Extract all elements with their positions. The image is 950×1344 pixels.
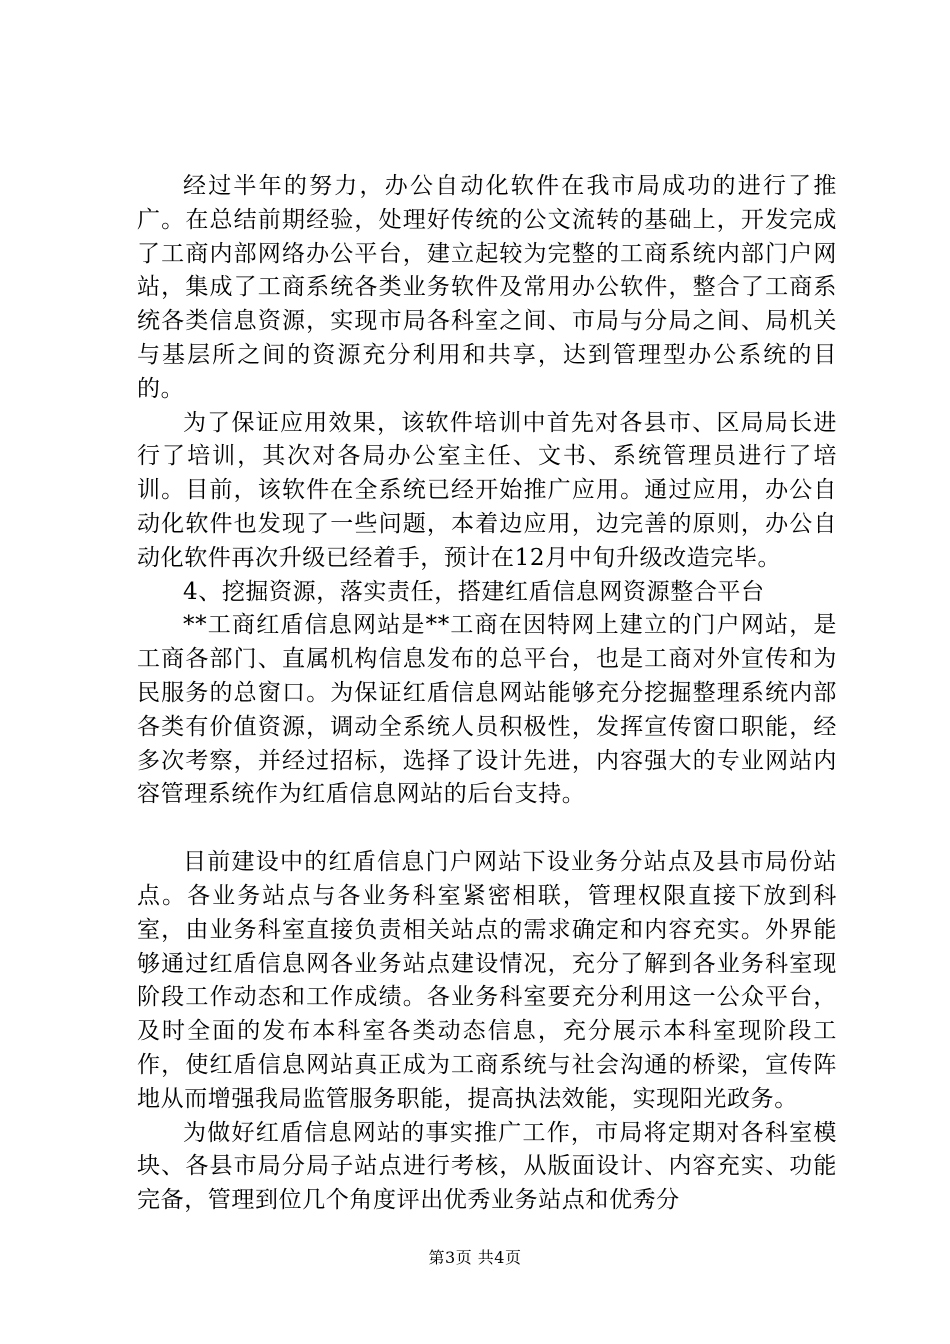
page-number-footer: 第3页 共4页 [428, 1248, 522, 1267]
paragraph-portal-substations: 目前建设中的红盾信息门户网站下设业务分站点及县市局份站点。各业务站点与各业务科室紧密相联，管理权限直接下放到科室，由业务科室直接负责相关站点的需求确定和内容充实。外界能够通过红盾信息网各业务站点建设情况，充分了解到各业务科室现阶段工作动态和工作成绩。各业务科室要充分利用这一公众平台，及时全面的发布本科室各类动态信息，充分展示本科室现阶段工作，使红盾信息网站真正成为工商系统与社会沟通的桥梁，宣传阵地从而增强我局监管服务职能，提高执法效能，实现阳光政务。 [137, 849, 837, 1112]
paragraph-hongdun-website: **工商红盾信息网站是**工商在因特网上建立的门户网站，是工商各部门、直属机构信息发布的总平台，也是工商对外宣传和为民服务的总窗口。为保证红盾信息网站能够充分挖掘整理系统内部各类有价值资源，调动全系统人员积极性，发挥宣传窗口职能，经多次考察，并经过招标，选择了设计先进，内容强大的专业网站内容管理系统作为红盾信息网站的后台支持。 [137, 612, 837, 808]
document-body [137, 170, 837, 1218]
section-heading-4: 4、挖掘资源，落实责任，搭建红盾信息网资源整合平台 [183, 578, 765, 605]
blank-line [137, 812, 837, 846]
paragraph-training: 为了保证应用效果，该软件培训中首先对各县市、区局局长进行了培训，其次对各局办公室主任、文书、系统管理员进行了培训。目前，该软件在全系统已经开始推广应用。通过应用，办公自动化软件也发现了一些问题，本着边应用，边完善的原则，办公自动化软件再次升级已经着手，预计在12月中旬升级改造完毕。 [137, 409, 837, 571]
paragraph-office-automation: 经过半年的努力，办公自动化软件在我市局成功的进行了推广。在总结前期经验，处理好传统的公文流转的基础上，开发完成了工商内部网络办公平台，建立起较为完整的工商系统内部门户网站，集成了工商系统各类业务软件及常用办公软件，整合了工商系统各类信息资源，实现市局各科室之间、市局与分局之间、局机关与基层所之间的资源充分利用和共享，达到管理型办公系统的目的。 [137, 173, 837, 402]
paragraph-promotion-assessment: 为做好红盾信息网站的事实推广工作，市局将定期对各科室模块、各县市局分局子站点进行考核，从版面设计、内容充实、功能完备，管理到位几个角度评出优秀业务站点和优秀分 [137, 1119, 837, 1214]
